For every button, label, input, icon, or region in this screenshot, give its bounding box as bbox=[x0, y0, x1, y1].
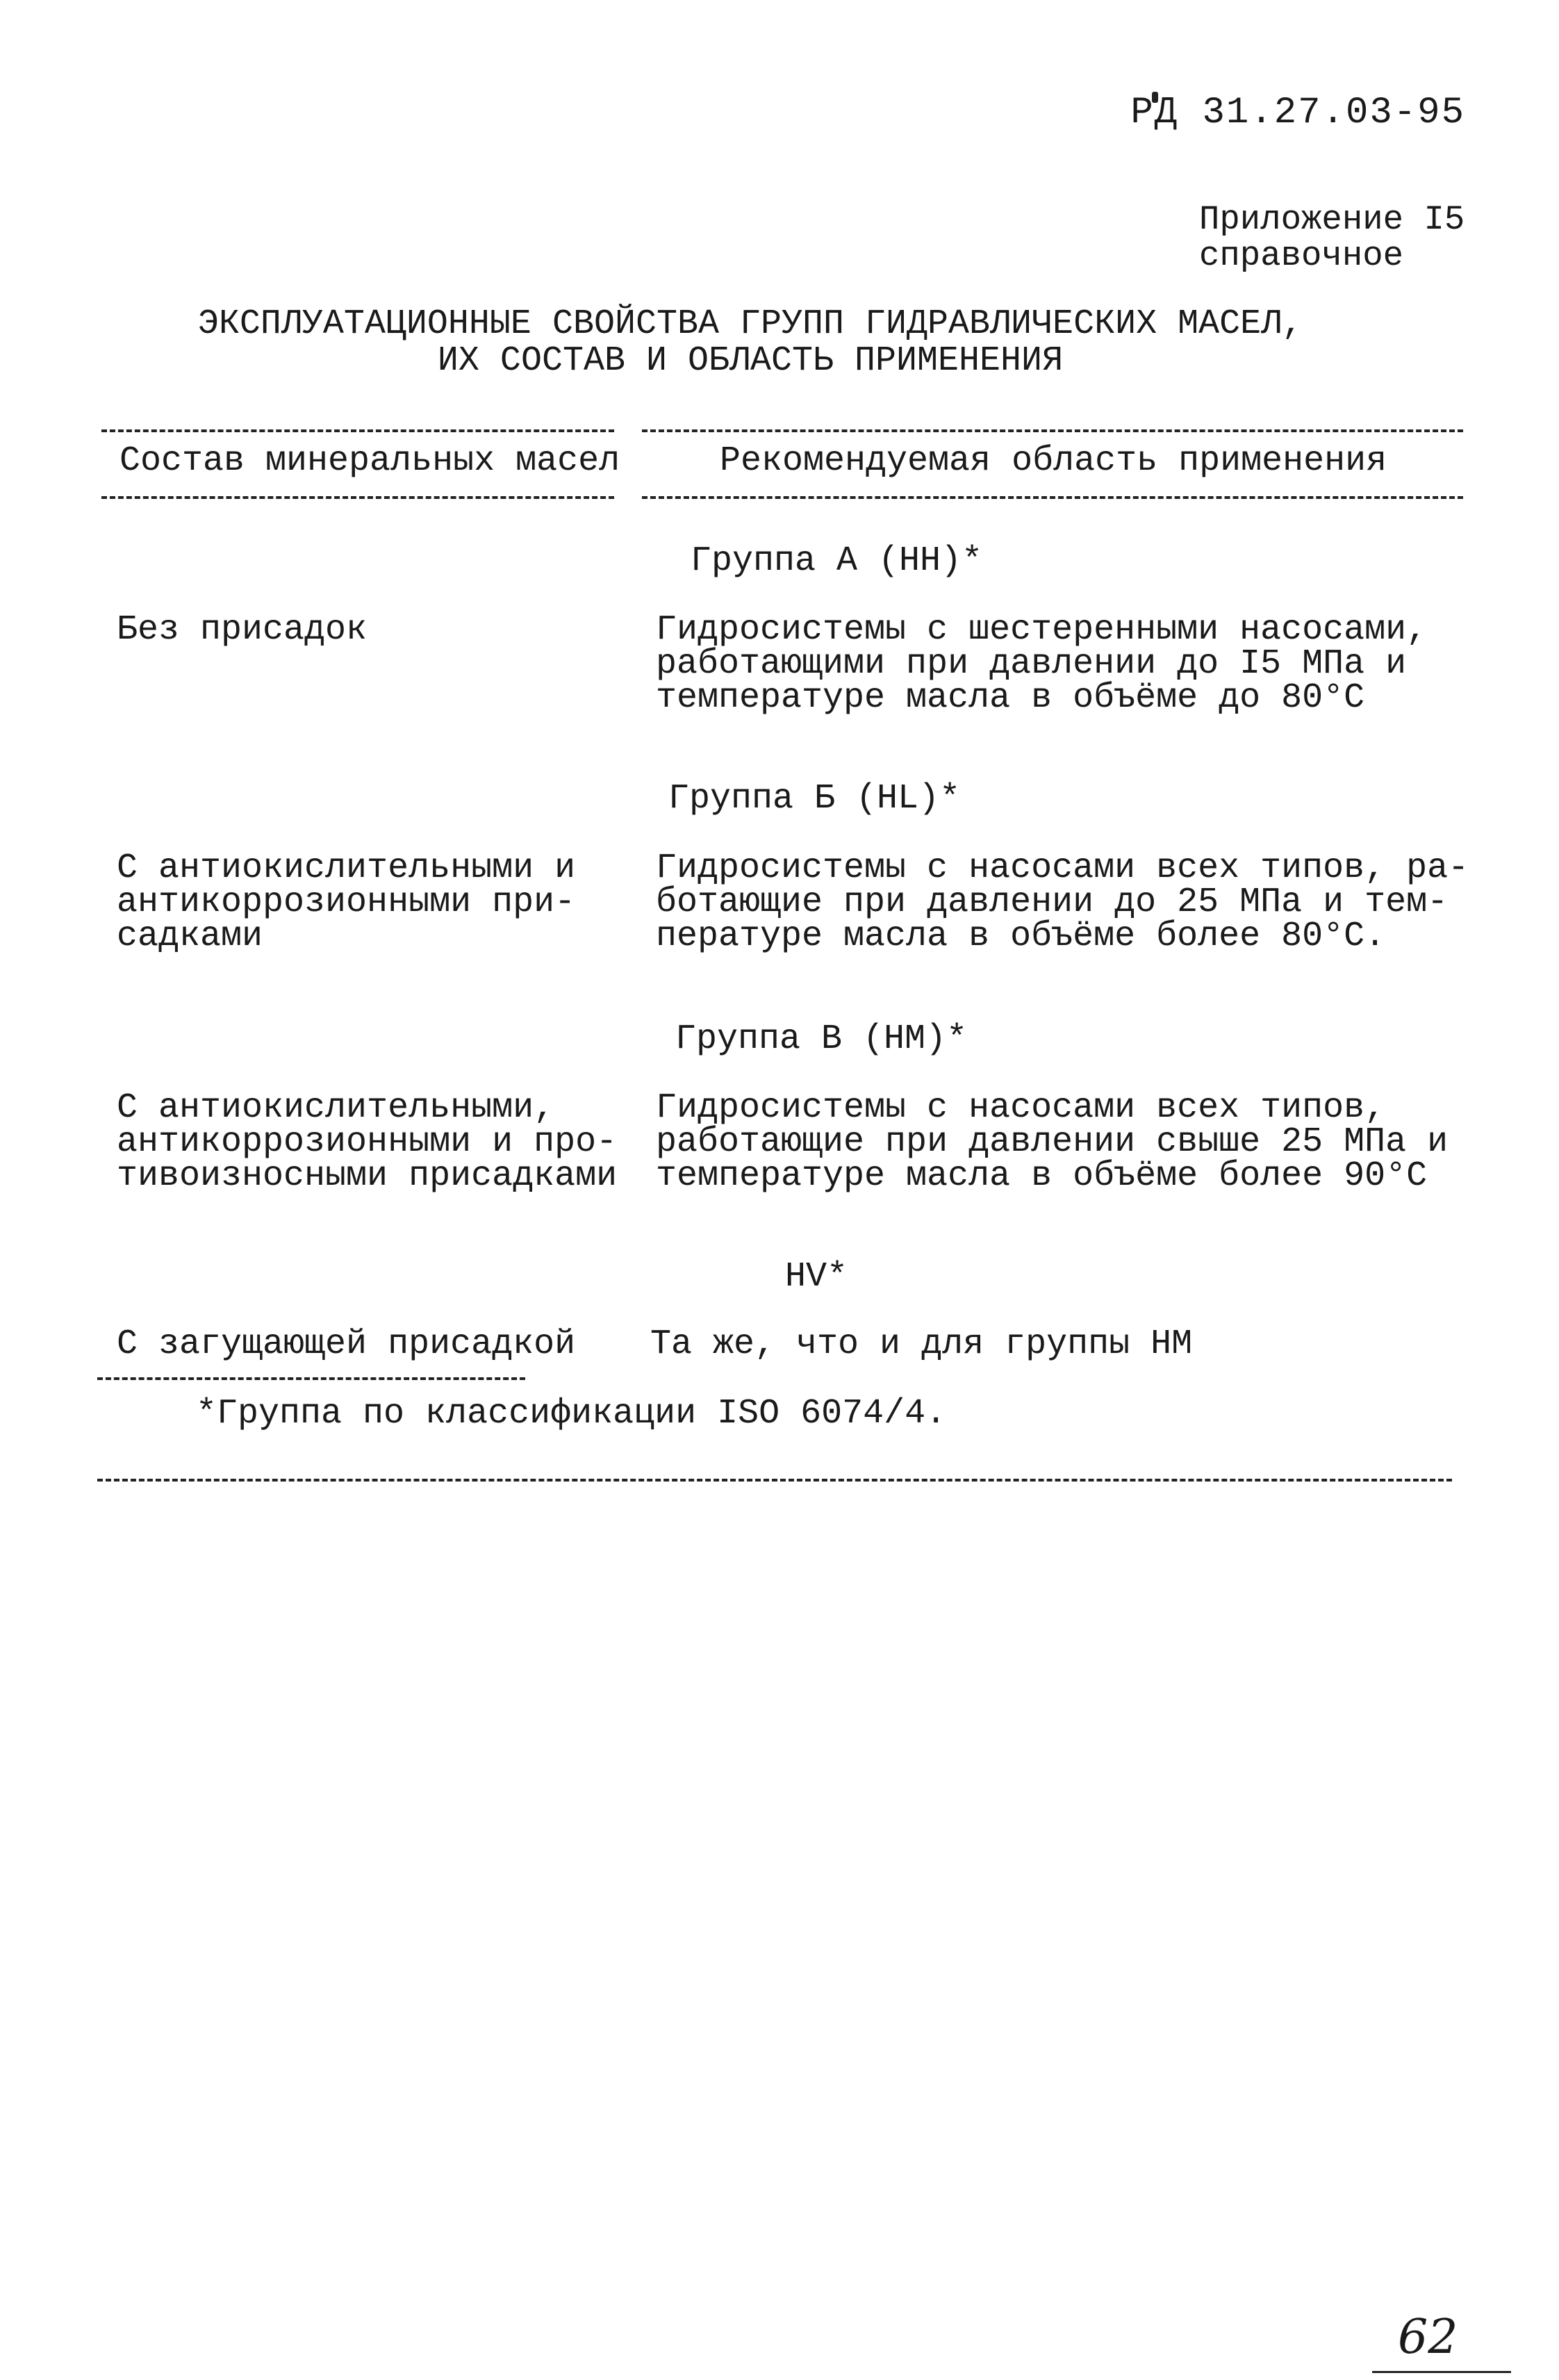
composition-line: Без присадок bbox=[117, 610, 368, 650]
page-title-line-2: ИХ СОСТАВ И ОБЛАСТЬ ПРИМЕНЕНИЯ bbox=[437, 341, 1064, 381]
application-line: Гидросистемы с шестеренными насосами, bbox=[656, 610, 1428, 650]
composition-line: С загущающей присадкой bbox=[117, 1324, 576, 1364]
appendix-label: Приложение I5 bbox=[1199, 200, 1465, 239]
composition-line: садками bbox=[117, 917, 263, 956]
appendix-type: справочное bbox=[1199, 236, 1404, 275]
application-line: Гидросистемы с насосами всех типов, bbox=[656, 1088, 1386, 1128]
column-header-composition: Состав минеральных масел bbox=[119, 441, 620, 481]
group-label: Группа А (НН)* bbox=[691, 541, 983, 581]
column-header-application: Рекомендуемая область применения bbox=[720, 441, 1387, 481]
table-header-rule-left bbox=[101, 496, 614, 499]
composition-line: антикоррозионными и про- bbox=[117, 1122, 618, 1162]
table-top-rule-left bbox=[101, 429, 614, 432]
application-line: температуре масла в объёме до 80°С bbox=[656, 678, 1365, 718]
footnote: *Группа по классификации ISO 6074/4. bbox=[196, 1394, 947, 1434]
group-label: HV* bbox=[785, 1257, 848, 1297]
application-line: работающими при давлении до I5 МПа и bbox=[656, 644, 1407, 684]
document-code: РД 31.27.03-95 bbox=[1130, 92, 1465, 134]
application-line: ботающие при давлении до 25 МПа и тем- bbox=[656, 883, 1449, 922]
table-header-rule-right bbox=[642, 496, 1463, 499]
table-top-rule-right bbox=[642, 429, 1463, 432]
application-line: пературе масла в объёме более 80°С. bbox=[656, 917, 1386, 956]
composition-line: тивоизносными присадками bbox=[117, 1156, 618, 1196]
table-bottom-rule bbox=[97, 1479, 1452, 1482]
page-title-line-1: ЭКСПЛУАТАЦИОННЫЕ СВОЙСТВА ГРУПП ГИДРАВЛИЧЕСКИХ МАСЕЛ, bbox=[197, 304, 1303, 344]
page-number: 62 bbox=[1398, 2310, 1458, 2365]
application-line: Гидросистемы с насосами всех типов, ра- bbox=[656, 848, 1469, 888]
group-label: Группа В (НМ)* bbox=[675, 1019, 968, 1059]
composition-line: С антиокислительными и bbox=[117, 848, 576, 888]
application-line: температуре масла в объёме более 90°С bbox=[656, 1156, 1428, 1196]
composition-line: С антиокислительными, bbox=[117, 1088, 555, 1128]
composition-line: антикоррозионными при- bbox=[117, 883, 576, 922]
application-line: Та же, что и для группы НМ bbox=[650, 1324, 1193, 1364]
page-number-underline bbox=[1372, 2371, 1511, 2373]
footnote-rule bbox=[97, 1377, 525, 1380]
group-label: Группа Б (НL)* bbox=[668, 779, 961, 819]
application-line: работающие при давлении свыше 25 МПа и bbox=[656, 1122, 1449, 1162]
